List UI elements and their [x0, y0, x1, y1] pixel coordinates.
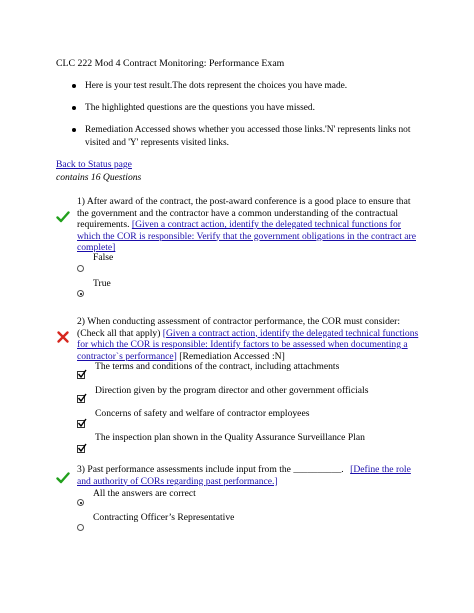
info-item-text: Remediation Accessed shows whether you accessed those links.'N' represents links not visited and 'Y' represents visited links. — [85, 125, 411, 148]
question-3-remediation-link[interactable]: [Define the role and authority of CORs regarding past performance.] — [77, 464, 411, 487]
option-label: Direction given by the program director and other government officials — [95, 385, 369, 396]
option-label: All the answers are correct — [93, 488, 196, 499]
option-radio-selected[interactable] — [77, 499, 84, 506]
option-label: True — [93, 278, 111, 289]
checkmark-icon — [56, 210, 70, 224]
option-label: The terms and conditions of the contract, including attachments — [95, 361, 340, 372]
option-label: Contracting Officer’s Representative — [93, 512, 235, 523]
info-item-text: Here is your test result.The dots represent the choices you have made. — [85, 81, 348, 91]
question-3-text-block — [77, 464, 422, 487]
question-1-remediation-link[interactable]: [Given a contract action, identify the delegated technical functions for which the COR is responsible: Verify that the government obligations in the contract are complete] — [77, 219, 416, 253]
option-radio-selected[interactable] — [77, 290, 84, 297]
option-checkbox-checked[interactable] — [77, 420, 85, 428]
bullet-icon — [72, 106, 76, 110]
question-1-text: 1) After award of the contract, the post-award conference is a good place to ensure that the government and the contractor have a common understanding of the contractual requirements. — [77, 196, 411, 230]
option-label: Concerns of safety and welfare of contractor employees — [95, 408, 310, 419]
question-2-remediation-status: [Remediation Accessed :N] — [179, 350, 285, 362]
option-radio[interactable] — [77, 265, 84, 272]
question-count: contains 16 Questions — [56, 172, 142, 183]
info-item-text: The highlighted questions are the questions you have missed. — [85, 103, 315, 113]
question-2-text-block — [77, 316, 422, 362]
bullet-icon — [72, 128, 76, 132]
checkmark-icon — [56, 471, 70, 485]
x-mark-icon — [56, 330, 70, 344]
option-checkbox-checked[interactable] — [77, 371, 85, 379]
back-to-status-link[interactable]: Back to Status page — [56, 159, 132, 170]
bullet-icon — [72, 84, 76, 88]
question-2-text: 2) When conducting assessment of contractor performance, the COR must consider: (Check all that apply) — [77, 316, 400, 339]
option-checkbox-checked[interactable] — [77, 445, 85, 453]
option-label: False — [93, 252, 114, 263]
page-title: CLC 222 Mod 4 Contract Monitoring: Performance Exam — [56, 58, 285, 69]
question-1-text-block — [77, 196, 417, 254]
option-checkbox-checked[interactable] — [77, 395, 85, 403]
option-label: The inspection plan shown in the Quality Assurance Surveillance Plan — [95, 432, 365, 443]
option-radio[interactable] — [77, 524, 84, 531]
question-2-remediation-link[interactable]: [Given a contract action, identify the delegated technical functions for which the COR is responsible: Identify factors to be assessed when documenting a contractor`s performance] — [77, 327, 419, 362]
question-3-text: 3) Past performance assessments include input from the __________. — [77, 464, 344, 475]
